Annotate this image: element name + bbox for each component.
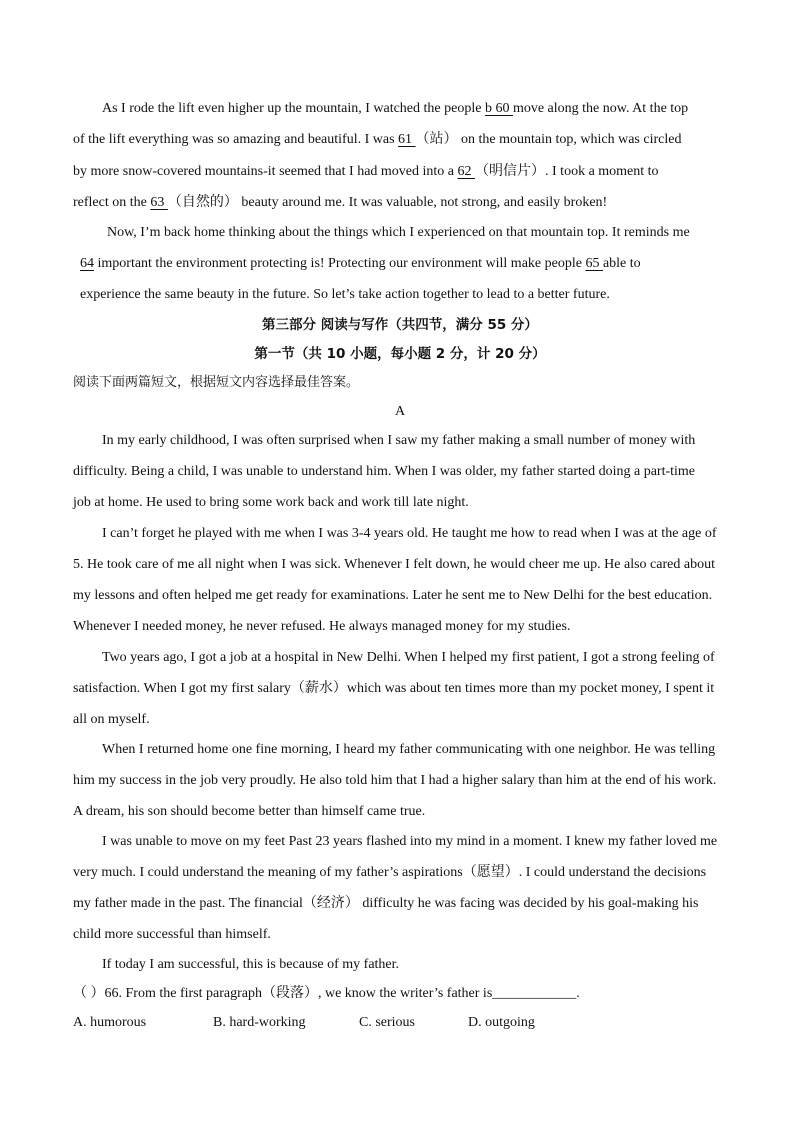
cloze-text: reflect on the	[73, 195, 151, 210]
cloze-text: Now, I’m back home thinking about the things which I experienced on that mountain top. It reminds me	[107, 225, 690, 240]
question-end: .	[576, 986, 580, 1001]
cloze-text: move along the now. At the top	[512, 101, 689, 116]
cloze-line-7	[80, 286, 610, 304]
question-66	[73, 985, 580, 1003]
cloze-blank-65: 65	[585, 256, 603, 271]
cloze-text: experience the same beauty in the future. So let’s take action together to lead to a better future.	[80, 287, 610, 302]
passage-line: satisfaction. When I got my first salary（薪水）which was about ten times more than my pocket money, I spent it	[73, 681, 715, 696]
passage-line: Whenever I needed money, he never refused. He always managed money for my studies.	[73, 619, 571, 634]
option-a[interactable]: A. humorous	[73, 1015, 147, 1030]
cloze-text: by more snow-covered mountains-it seemed that I had moved into a	[73, 164, 458, 179]
passage-line: my father made in the past. The financial（经济） difficulty he was facing was decided by his goal-making his	[73, 896, 699, 911]
passage-line: job at home. He used to bring some work back and work till late night.	[73, 495, 469, 510]
passage-line: A dream, his son should become better than himself came true.	[73, 804, 426, 819]
passage-line: When I returned home one fine morning, I heard my father communicating with one neighbor. He was telling	[102, 742, 716, 757]
passage-line: very much. I could understand the meaning of my father’s aspirations（愿望）. I could understand the decisions	[73, 865, 707, 880]
answer-paren[interactable]: （ ）	[73, 986, 105, 1001]
cloze-blank-60: b 60	[484, 101, 513, 116]
cloze-text: important the environment protecting is! Protecting our environment will make people	[94, 256, 586, 271]
question-stem: 66. From the first paragraph（段落）, we know the writer’s father is	[104, 986, 493, 1001]
cloze-text: of the lift everything was so amazing and beautiful. I was	[73, 132, 399, 147]
passage-line: child more successful than himself.	[73, 927, 271, 942]
cloze-blank-64: 64	[80, 256, 94, 271]
passage-line: I was unable to move on my feet Past 23 years flashed into my mind in a moment. I knew my father loved me	[102, 834, 718, 849]
cloze-line-3	[73, 163, 659, 181]
option-b[interactable]: B. hard-working	[213, 1015, 306, 1030]
passage-line: him my success in the job very proudly. He also told him that I had a higher salary than him at the end of his work.	[73, 773, 717, 788]
passage-line: I can’t forget he played with me when I was 3-4 years old. He taught me how to read when I was at the age of	[102, 526, 717, 541]
cloze-line-4	[73, 194, 607, 212]
cloze-line-1	[102, 100, 688, 118]
passage-line: If today I am successful, this is because of my father.	[102, 957, 400, 972]
cloze-line-6	[80, 255, 641, 273]
section-instruction: 阅读下面两篇短文，根据短文内容选择最佳答案。	[73, 375, 360, 390]
passage-line: 5. He took care of me all night when I was sick. Whenever I felt down, he would cheer me up. He also cared about	[73, 557, 715, 572]
cloze-text: （明信片）. I took a moment to	[475, 164, 659, 179]
cloze-line-5	[107, 224, 690, 242]
passage-line: In my early childhood, I was often surprised when I saw my father making a small number of money with	[102, 433, 696, 448]
passage-line: difficulty. Being a child, I was unable to understand him. When I was older, my father started doing a part-time	[73, 464, 696, 479]
cloze-text: （站） on the mountain top, which was circled	[415, 132, 682, 147]
option-d[interactable]: D. outgoing	[468, 1015, 535, 1030]
cloze-text: （自然的） beauty around me. It was valuable, not strong, and easily broken!	[167, 195, 608, 210]
passage-label: A	[394, 404, 406, 419]
question-blank: ____________	[492, 986, 577, 1001]
cloze-text: able to	[602, 256, 641, 271]
cloze-text: As I rode the lift even higher up the mountain, I watched the people	[102, 101, 485, 116]
cloze-blank-61: 61	[398, 132, 416, 147]
cloze-blank-62: 62	[457, 164, 476, 179]
passage-line: my lessons and often helped me get ready for examinations. Later he sent me to New Delhi for the best education.	[73, 588, 713, 603]
option-c[interactable]: C. serious	[359, 1015, 415, 1030]
cloze-blank-63: 63	[150, 195, 168, 210]
passage-line: Two years ago, I got a job at a hospital in New Delhi. When I helped my first patient, I got a strong feeling of	[102, 650, 715, 665]
section-subtitle: 第一节（共 10 小题，每小题 2 分，计 20 分）	[254, 346, 546, 362]
passage-line: all on myself.	[73, 712, 150, 727]
section-title: 第三部分 阅读与写作（共四节，满分 55 分）	[262, 317, 538, 333]
cloze-line-2	[73, 131, 681, 149]
